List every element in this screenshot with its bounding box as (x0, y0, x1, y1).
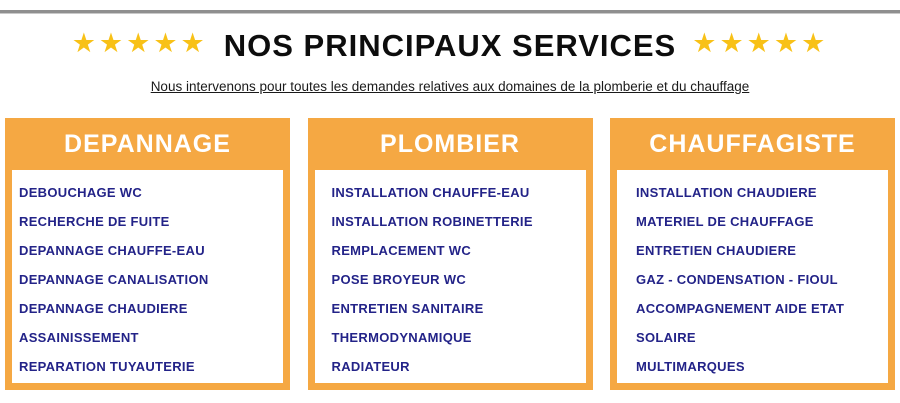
service-list-plombier (319, 178, 582, 381)
service-list-depannage (16, 178, 279, 381)
list-item: ENTRETIEN CHAUDIERE (636, 243, 797, 258)
list-item: MULTIMARQUES (636, 359, 745, 374)
list-item: DEPANNAGE CHAUDIERE (19, 301, 188, 316)
list-item: RECHERCHE DE FUITE (19, 214, 170, 229)
stars-left-icon: ★★★★★ (71, 28, 208, 58)
list-item: REMPLACEMENT WC (331, 243, 472, 258)
list-item: ACCOMPAGNEMENT AIDE ETAT (636, 301, 845, 316)
list-item: GAZ - CONDENSATION - FIOUL (636, 272, 838, 287)
subtitle-row (0, 78, 900, 96)
column-header-depannage: DEPANNAGE (64, 129, 231, 158)
column-header-plombier: PLOMBIER (380, 129, 520, 158)
list-item: SOLAIRE (636, 330, 696, 345)
list-item: ENTRETIEN SANITAIRE (331, 301, 484, 316)
column-depannage (5, 118, 290, 390)
page-title: NOS PRINCIPAUX SERVICES (223, 28, 677, 63)
list-item: MATERIEL DE CHAUFFAGE (636, 214, 814, 229)
top-divider (0, 10, 900, 14)
column-body-plombier (315, 170, 586, 383)
page-header (0, 30, 900, 61)
list-item: RADIATEUR (331, 359, 410, 374)
services-columns (5, 118, 895, 390)
list-item: INSTALLATION CHAUDIERE (636, 185, 817, 200)
list-item: THERMODYNAMIQUE (331, 330, 472, 345)
column-body-chauffagiste (617, 170, 888, 383)
list-item: POSE BROYEUR WC (331, 272, 467, 287)
list-item: INSTALLATION CHAUFFE-EAU (331, 185, 530, 200)
service-list-chauffagiste (621, 178, 884, 381)
list-item: DEPANNAGE CANALISATION (19, 272, 209, 287)
page-subtitle: Nous intervenons pour toutes les demandes relatives aux domaines de la plomberie et du chauffage (150, 79, 750, 94)
column-body-depannage (12, 170, 283, 383)
list-item: DEPANNAGE CHAUFFE-EAU (19, 243, 205, 258)
list-item: REPARATION TUYAUTERIE (19, 359, 195, 374)
list-item: ASSAINISSEMENT (19, 330, 139, 345)
list-item: INSTALLATION ROBINETTERIE (331, 214, 533, 229)
list-item: DEBOUCHAGE WC (19, 185, 143, 200)
column-header-chauffagiste: CHAUFFAGISTE (649, 129, 856, 158)
stars-right-icon: ★★★★★ (692, 28, 829, 58)
column-chauffagiste (610, 118, 895, 390)
column-plombier (308, 118, 593, 390)
